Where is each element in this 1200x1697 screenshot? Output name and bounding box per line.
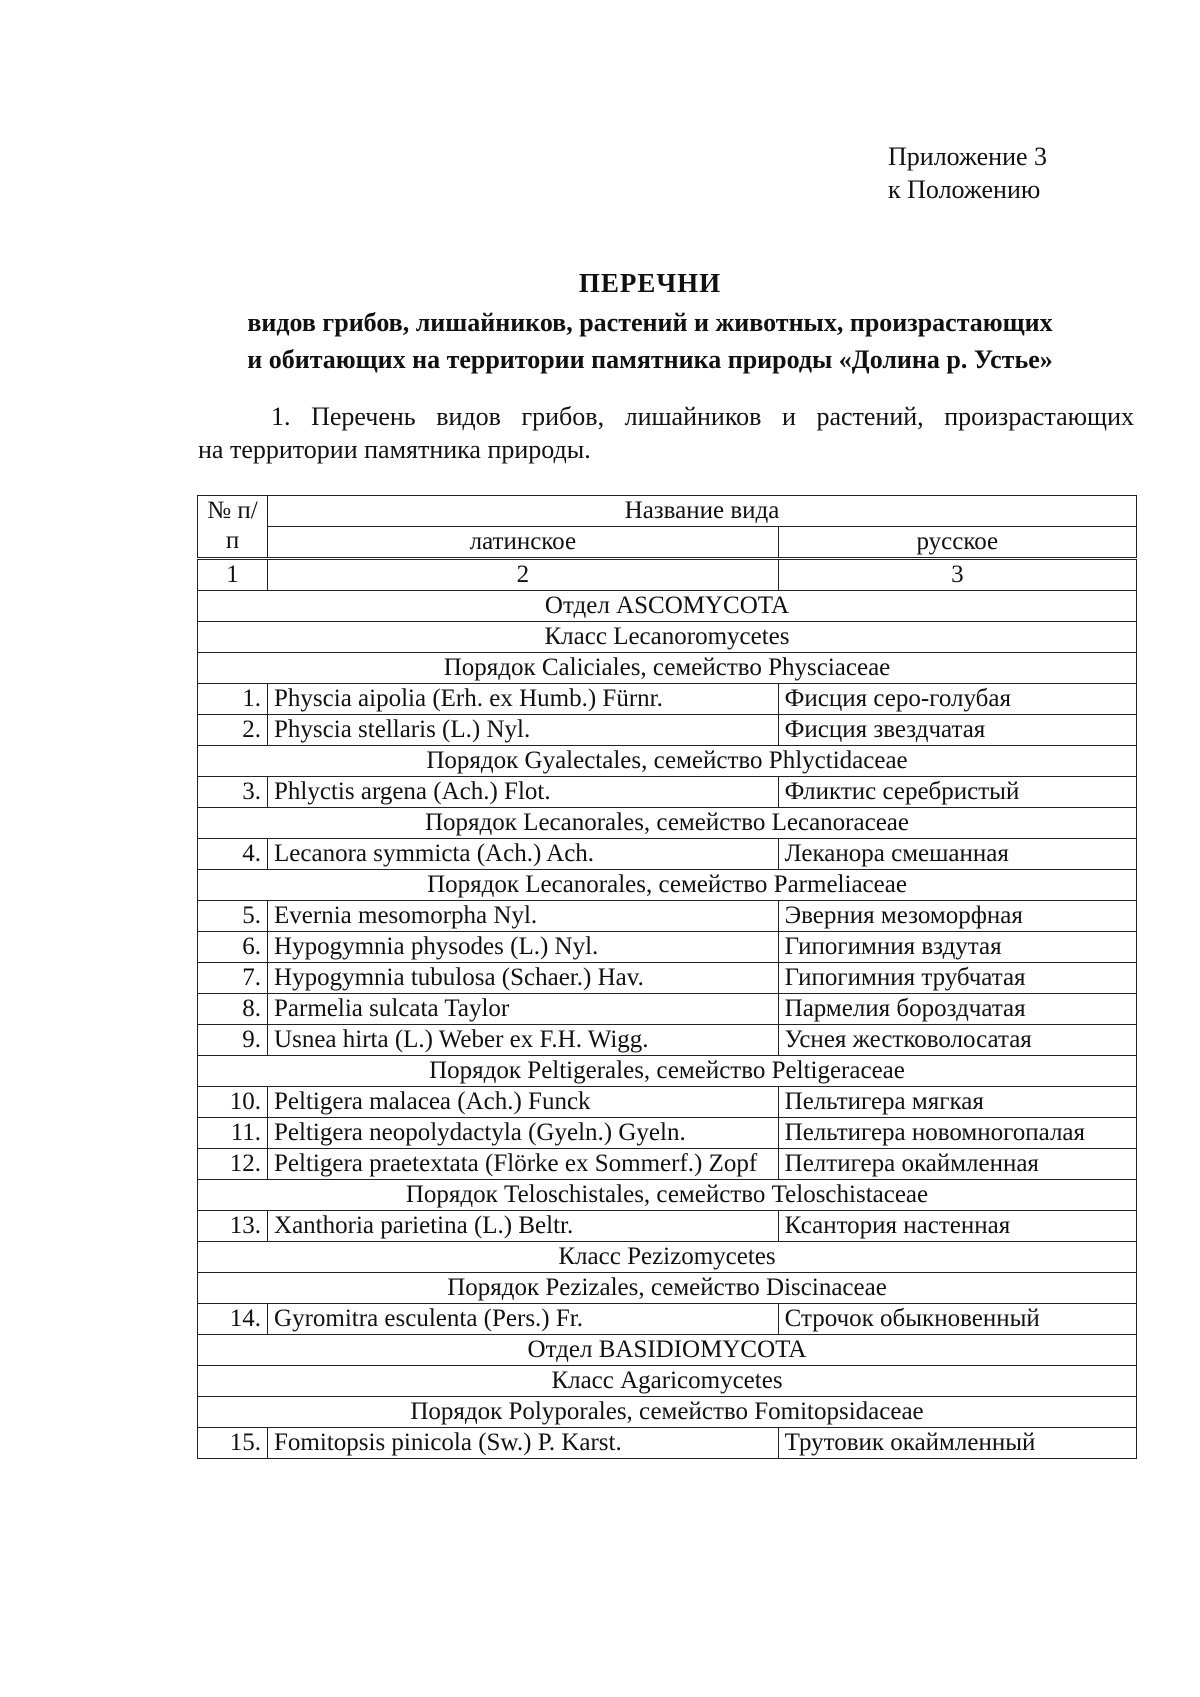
- species-russian-name: Пельтигера мягкая: [778, 1087, 1136, 1118]
- species-number: 5.: [198, 901, 268, 932]
- species-latin-name: Hypogymnia tubulosa (Schaer.) Hav.: [268, 963, 779, 994]
- appendix-line-2: к Положению: [888, 175, 1041, 204]
- species-number: 7.: [198, 963, 268, 994]
- species-row: [198, 1211, 1137, 1242]
- taxon-group-row: [198, 1273, 1137, 1304]
- taxon-group-label: Порядок Lecanorales, семейство Parmeliaceae: [198, 870, 1137, 901]
- species-number: 2.: [198, 715, 268, 746]
- species-number: 12.: [198, 1149, 268, 1180]
- species-russian-name: Трутовик окаймленный: [778, 1428, 1136, 1459]
- species-latin-name: Hypogymnia physodes (L.) Nyl.: [268, 932, 779, 963]
- species-russian-name: Ксантория настенная: [778, 1211, 1136, 1242]
- species-latin-name: Usnea hirta (L.) Weber ex F.H. Wigg.: [268, 1025, 779, 1056]
- title-subtitle-line-1: видов грибов, лишайников, растений и животных, произрастающих: [247, 308, 1053, 337]
- appendix-line-1: Приложение 3: [888, 142, 1048, 171]
- title-main: ПЕРЕЧНИ: [578, 268, 722, 298]
- header-subrow: [198, 527, 1137, 559]
- header-species-name: Название вида: [268, 496, 1137, 527]
- species-table: [197, 495, 1137, 1459]
- species-latin-name: Peltigera neopolydactyla (Gyeln.) Gyeln.: [268, 1118, 779, 1149]
- species-latin-name: Xanthoria parietina (L.) Beltr.: [268, 1211, 779, 1242]
- species-row: [198, 777, 1137, 808]
- species-number: 9.: [198, 1025, 268, 1056]
- title-subtitle-line-2: и обитающих на территории памятника природы «Долина р. Устье»: [247, 345, 1053, 374]
- species-row: [198, 1428, 1137, 1459]
- species-row: [198, 1149, 1137, 1180]
- taxon-group-row: [198, 591, 1137, 622]
- species-row: [198, 994, 1137, 1025]
- intro-line-2: на территории памятника природы.: [198, 435, 591, 464]
- taxon-group-label: Класс Pezizomycetes: [198, 1242, 1137, 1273]
- taxon-group-row: [198, 653, 1137, 684]
- species-row: [198, 1304, 1137, 1335]
- species-russian-name: Пелтигера окаймленная: [778, 1149, 1136, 1180]
- taxon-group-row: [198, 1366, 1137, 1397]
- species-russian-name: Леканора смешанная: [778, 839, 1136, 870]
- species-latin-name: Parmelia sulcata Taylor: [268, 994, 779, 1025]
- species-row: [198, 1118, 1137, 1149]
- species-latin-name: Physcia aipolia (Erh. ex Humb.) Fürnr.: [268, 684, 779, 715]
- taxon-group-row: [198, 870, 1137, 901]
- document-title: [180, 267, 1120, 378]
- taxon-group-row: [198, 1397, 1137, 1428]
- species-latin-name: Fomitopsis pinicola (Sw.) P. Karst.: [268, 1428, 779, 1459]
- species-russian-name: Пармелия бороздчатая: [778, 994, 1136, 1025]
- species-latin-name: Peltigera malacea (Ach.) Funck: [268, 1087, 779, 1118]
- species-latin-name: Physcia stellaris (L.) Nyl.: [268, 715, 779, 746]
- column-number-row: [198, 559, 1137, 591]
- species-russian-name: Фисция звездчатая: [778, 715, 1136, 746]
- species-number: 1.: [198, 684, 268, 715]
- species-russian-name: Строчок обыкновенный: [778, 1304, 1136, 1335]
- species-row: [198, 1087, 1137, 1118]
- taxon-group-label: Порядок Polyporales, семейство Fomitopsidaceae: [198, 1397, 1137, 1428]
- header-row: [198, 496, 1137, 527]
- taxon-group-row: [198, 808, 1137, 839]
- header-number-label: № п/п: [207, 497, 258, 554]
- taxon-group-row: [198, 1180, 1137, 1211]
- intro-line-1: 1. Перечень видов грибов, лишайников и растений, произрастающих: [271, 402, 1134, 431]
- taxon-group-label: Порядок Caliciales, семейство Physciaceae: [198, 653, 1137, 684]
- species-russian-name: Уснея жестковолосатая: [778, 1025, 1136, 1056]
- taxon-group-row: [198, 1242, 1137, 1273]
- species-russian-name: Пельтигера новомногопалая: [778, 1118, 1136, 1149]
- species-number: 13.: [198, 1211, 268, 1242]
- species-latin-name: Lecanora symmicta (Ach.) Ach.: [268, 839, 779, 870]
- intro-paragraph: [198, 400, 1134, 466]
- species-row: [198, 839, 1137, 870]
- taxon-group-label: Отдел BASIDIOMYCOTA: [198, 1335, 1137, 1366]
- taxon-group-label: Отдел ASCOMYCOTA: [198, 591, 1137, 622]
- column-number-2: 2: [268, 559, 779, 591]
- taxon-group-label: Класс Lecanoromycetes: [198, 622, 1137, 653]
- species-row: [198, 684, 1137, 715]
- taxon-group-row: [198, 622, 1137, 653]
- species-number: 14.: [198, 1304, 268, 1335]
- taxon-group-row: [198, 746, 1137, 777]
- taxon-group-label: Порядок Pezizales, семейство Discinaceae: [198, 1273, 1137, 1304]
- taxon-group-label: Порядок Teloschistales, семейство Teloschistaceae: [198, 1180, 1137, 1211]
- species-russian-name: Фисция серо-голубая: [778, 684, 1136, 715]
- species-russian-name: Гипогимния вздутая: [778, 932, 1136, 963]
- column-number-1: 1: [198, 559, 268, 591]
- taxon-group-label: Порядок Gyalectales, семейство Phlyctidaceae: [198, 746, 1137, 777]
- species-latin-name: Gyromitra esculenta (Pers.) Fr.: [268, 1304, 779, 1335]
- taxon-group-row: [198, 1056, 1137, 1087]
- taxon-group-row: [198, 1335, 1137, 1366]
- species-number: 3.: [198, 777, 268, 808]
- species-number: 8.: [198, 994, 268, 1025]
- header-number-cell: [198, 496, 268, 559]
- header-latin: латинское: [268, 527, 779, 559]
- species-latin-name: Peltigera praetextata (Flörke ex Sommerf.) Zopf: [268, 1149, 779, 1180]
- species-russian-name: Эверния мезоморфная: [778, 901, 1136, 932]
- species-row: [198, 715, 1137, 746]
- taxon-group-label: Класс Agaricomycetes: [198, 1366, 1137, 1397]
- species-number: 4.: [198, 839, 268, 870]
- species-number: 15.: [198, 1428, 268, 1459]
- species-number: 6.: [198, 932, 268, 963]
- species-russian-name: Фликтис серебристый: [778, 777, 1136, 808]
- species-table-body: [198, 496, 1137, 1459]
- species-row: [198, 901, 1137, 932]
- species-row: [198, 932, 1137, 963]
- header-russian: русское: [778, 527, 1136, 559]
- column-number-3: 3: [778, 559, 1136, 591]
- taxon-group-label: Порядок Lecanorales, семейство Lecanoraceae: [198, 808, 1137, 839]
- species-row: [198, 1025, 1137, 1056]
- species-russian-name: Гипогимния трубчатая: [778, 963, 1136, 994]
- species-number: 10.: [198, 1087, 268, 1118]
- species-row: [198, 963, 1137, 994]
- species-latin-name: Phlyctis argena (Ach.) Flot.: [268, 777, 779, 808]
- appendix-note: [888, 140, 1047, 206]
- species-latin-name: Evernia mesomorpha Nyl.: [268, 901, 779, 932]
- species-number: 11.: [198, 1118, 268, 1149]
- taxon-group-label: Порядок Peltigerales, семейство Peltigeraceae: [198, 1056, 1137, 1087]
